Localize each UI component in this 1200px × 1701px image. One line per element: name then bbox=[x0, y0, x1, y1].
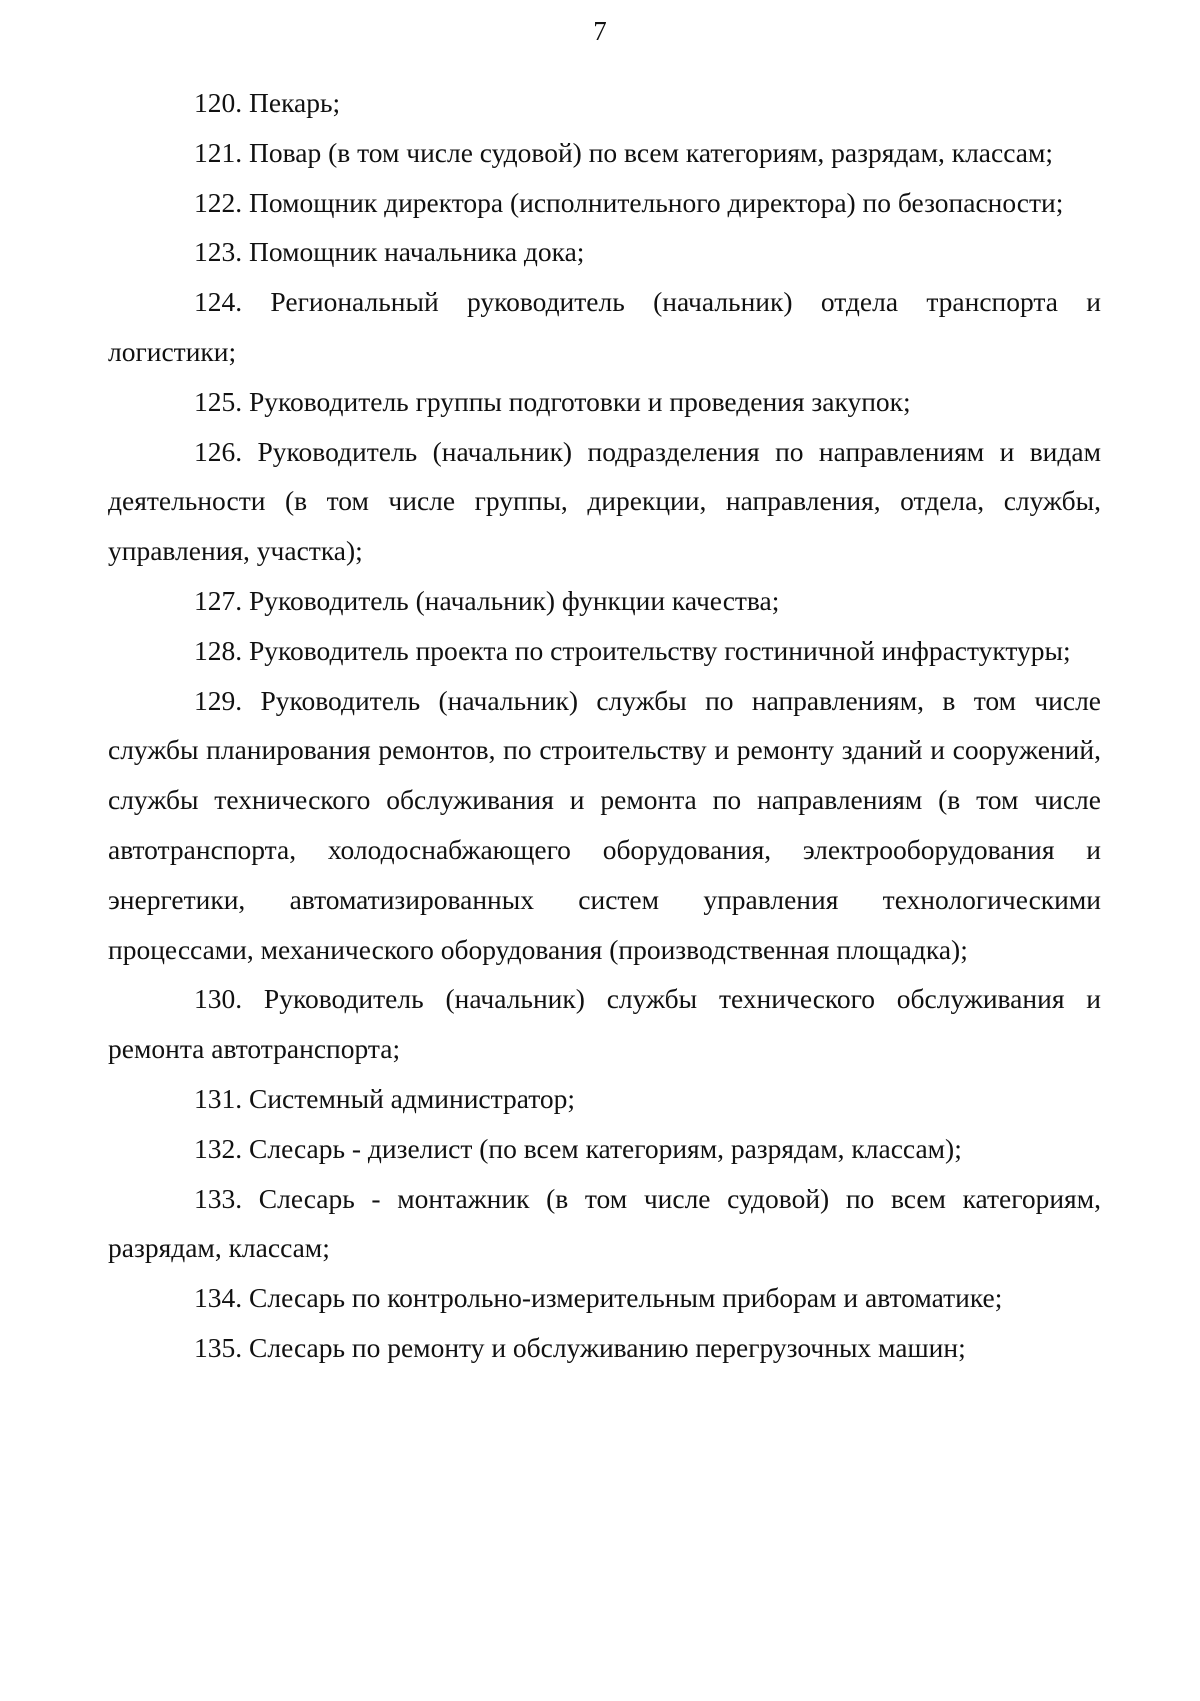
list-item: 135. Слесарь по ремонту и обслуживанию перегрузочных машин; bbox=[194, 1331, 966, 1363]
page-number: 7 bbox=[593, 16, 607, 46]
list-item: 125. Руководитель группы подготовки и проведения закупок; bbox=[194, 385, 911, 417]
list-item: 120. Пекарь; bbox=[194, 87, 341, 118]
list-item: 127. Руководитель (начальник) функции качества; bbox=[194, 584, 780, 616]
list-item: 124. Региональный руководитель (начальник) отдела транспорта и логистики; bbox=[108, 286, 1101, 367]
position-list bbox=[108, 78, 1101, 1373]
list-item: 130. Руководитель (начальник) службы технического обслуживания и ремонта автотранспорта; bbox=[108, 983, 1101, 1065]
list-item: 134. Слесарь по контрольно-измерительным приборам и автоматике; bbox=[194, 1282, 1003, 1314]
list-item: 122. Помощник директора (исполнительного директора) по безопасности; bbox=[194, 186, 1064, 218]
list-item: 128. Руководитель проекта по строительству гостиничной инфрастуктуры; bbox=[194, 634, 1071, 666]
list-item: 123. Помощник начальника дока; bbox=[194, 236, 585, 268]
list-item: 133. Слесарь - монтажник (в том числе судовой) по всем категориям, разрядам, классам; bbox=[108, 1182, 1101, 1264]
list-item: 129. Руководитель (начальник) службы по направлениям, в том числе службы планирования ремонтов, по строительству и ремонту зданий и сооружений, службы технического обслуживания и ремонта по направлениям (в том числе автотранспорта, холодоснабжающего оборудования, электрооборудования и энергетики, автоматизированных систем управления технологическими процессами, механического оборудования (производственная площадка); bbox=[108, 684, 1101, 965]
list-item: 131. Системный администратор; bbox=[194, 1082, 576, 1114]
list-item: 126. Руководитель (начальник) подразделения по направлениям и видам деятельности (в том числе группы, дирекции, направления, отдела, службы, управления, участка); bbox=[108, 435, 1101, 567]
list-item: 121. Повар (в том числе судовой) по всем категориям, разрядам, классам; bbox=[194, 136, 1054, 168]
list-item: 132. Слесарь - дизелист (по всем категориям, разрядам, классам); bbox=[194, 1132, 962, 1164]
